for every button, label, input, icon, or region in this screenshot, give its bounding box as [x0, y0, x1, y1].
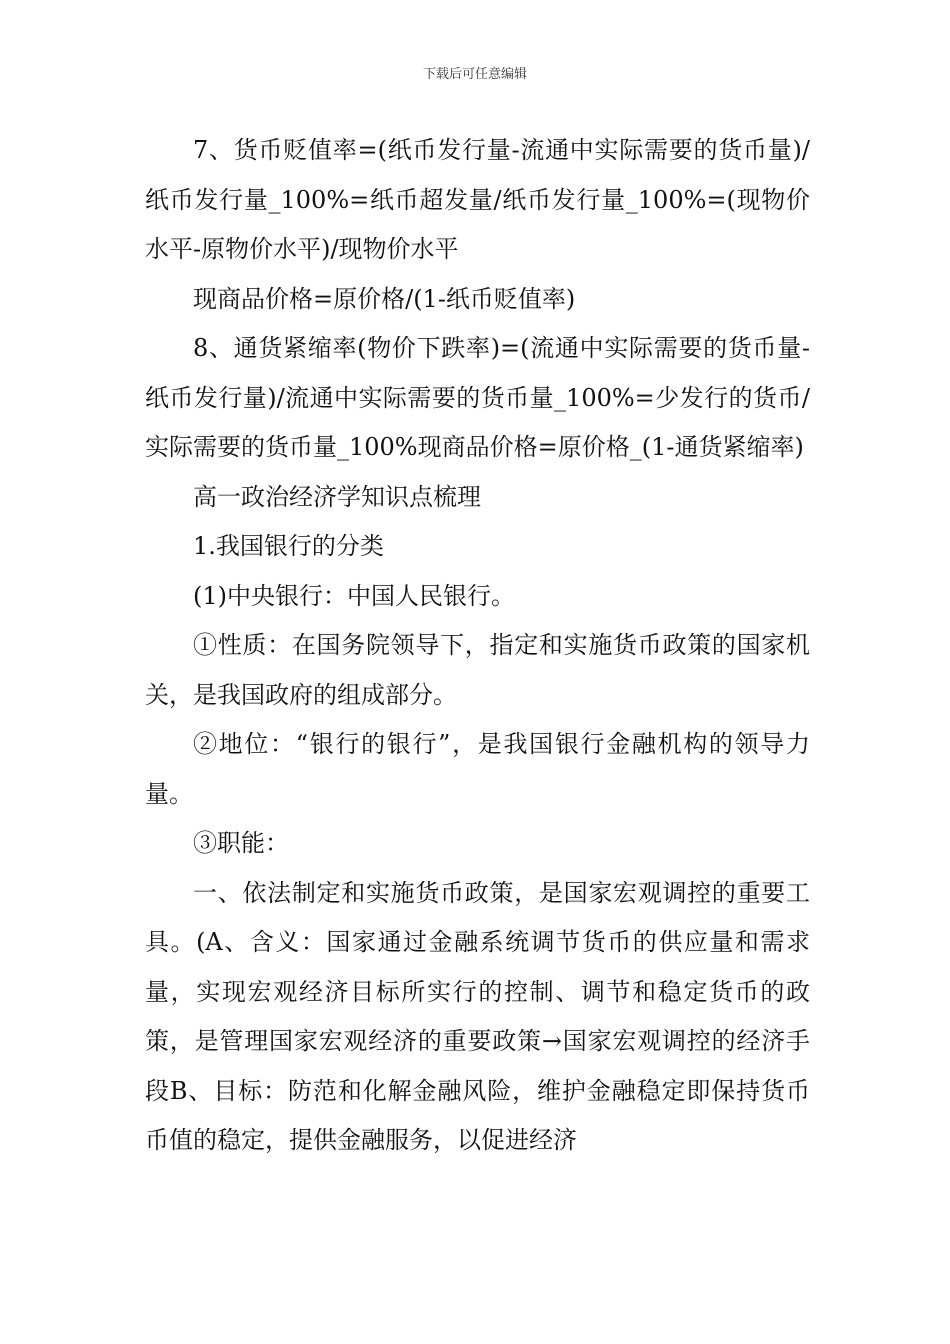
- paragraph: 1.我国银行的分类: [193, 532, 384, 560]
- document-body: [145, 126, 810, 1166]
- paragraph: 现商品价格=原价格/(1-纸币贬值率): [193, 284, 576, 313]
- paragraph: ③职能：: [193, 829, 289, 857]
- paragraph: ②地位：“银行的银行”，是我国银行金融机构的领导力量。: [145, 730, 810, 808]
- paragraph: 一、依法制定和实施货币政策，是国家宏观调控的重要工具。(A、含义：国家通过金融系统调节货币的供应量和需求量，实现宏观经济目标所实行的控制、调节和稳定货币的政策，是管理国家宏观经济的重要政策→国家宏观调控的经济手段B、目标：防范和化解金融风险，维护金融稳定即保持货币币值的稳定，提供金融服务，以促进经济: [145, 878, 810, 1154]
- paragraph: ①性质：在国务院领导下，指定和实施货币政策的国家机关，是我国政府的组成部分。: [145, 631, 810, 709]
- paragraph: (1)中央银行：中国人民银行。: [193, 581, 515, 610]
- page-header: 下载后可任意编辑: [422, 67, 527, 82]
- paragraph: 8、通货紧缩率(物价下跌率)=(流通中实际需要的货币量-纸币发行量)/流通中实际需要的货币量_100%=少发行的货币/实际需要的货币量_100%现商品价格=原价格_(1-通货紧缩率): [145, 334, 810, 461]
- paragraph: 7、货币贬值率=(纸币发行量-流通中实际需要的货币量)/纸币发行量_100%=纸币超发量/纸币发行量_100%=(现物价水平-原物价水平)/现物价水平: [145, 136, 810, 263]
- section-heading: 高一政治经济学知识点梳理: [193, 482, 481, 511]
